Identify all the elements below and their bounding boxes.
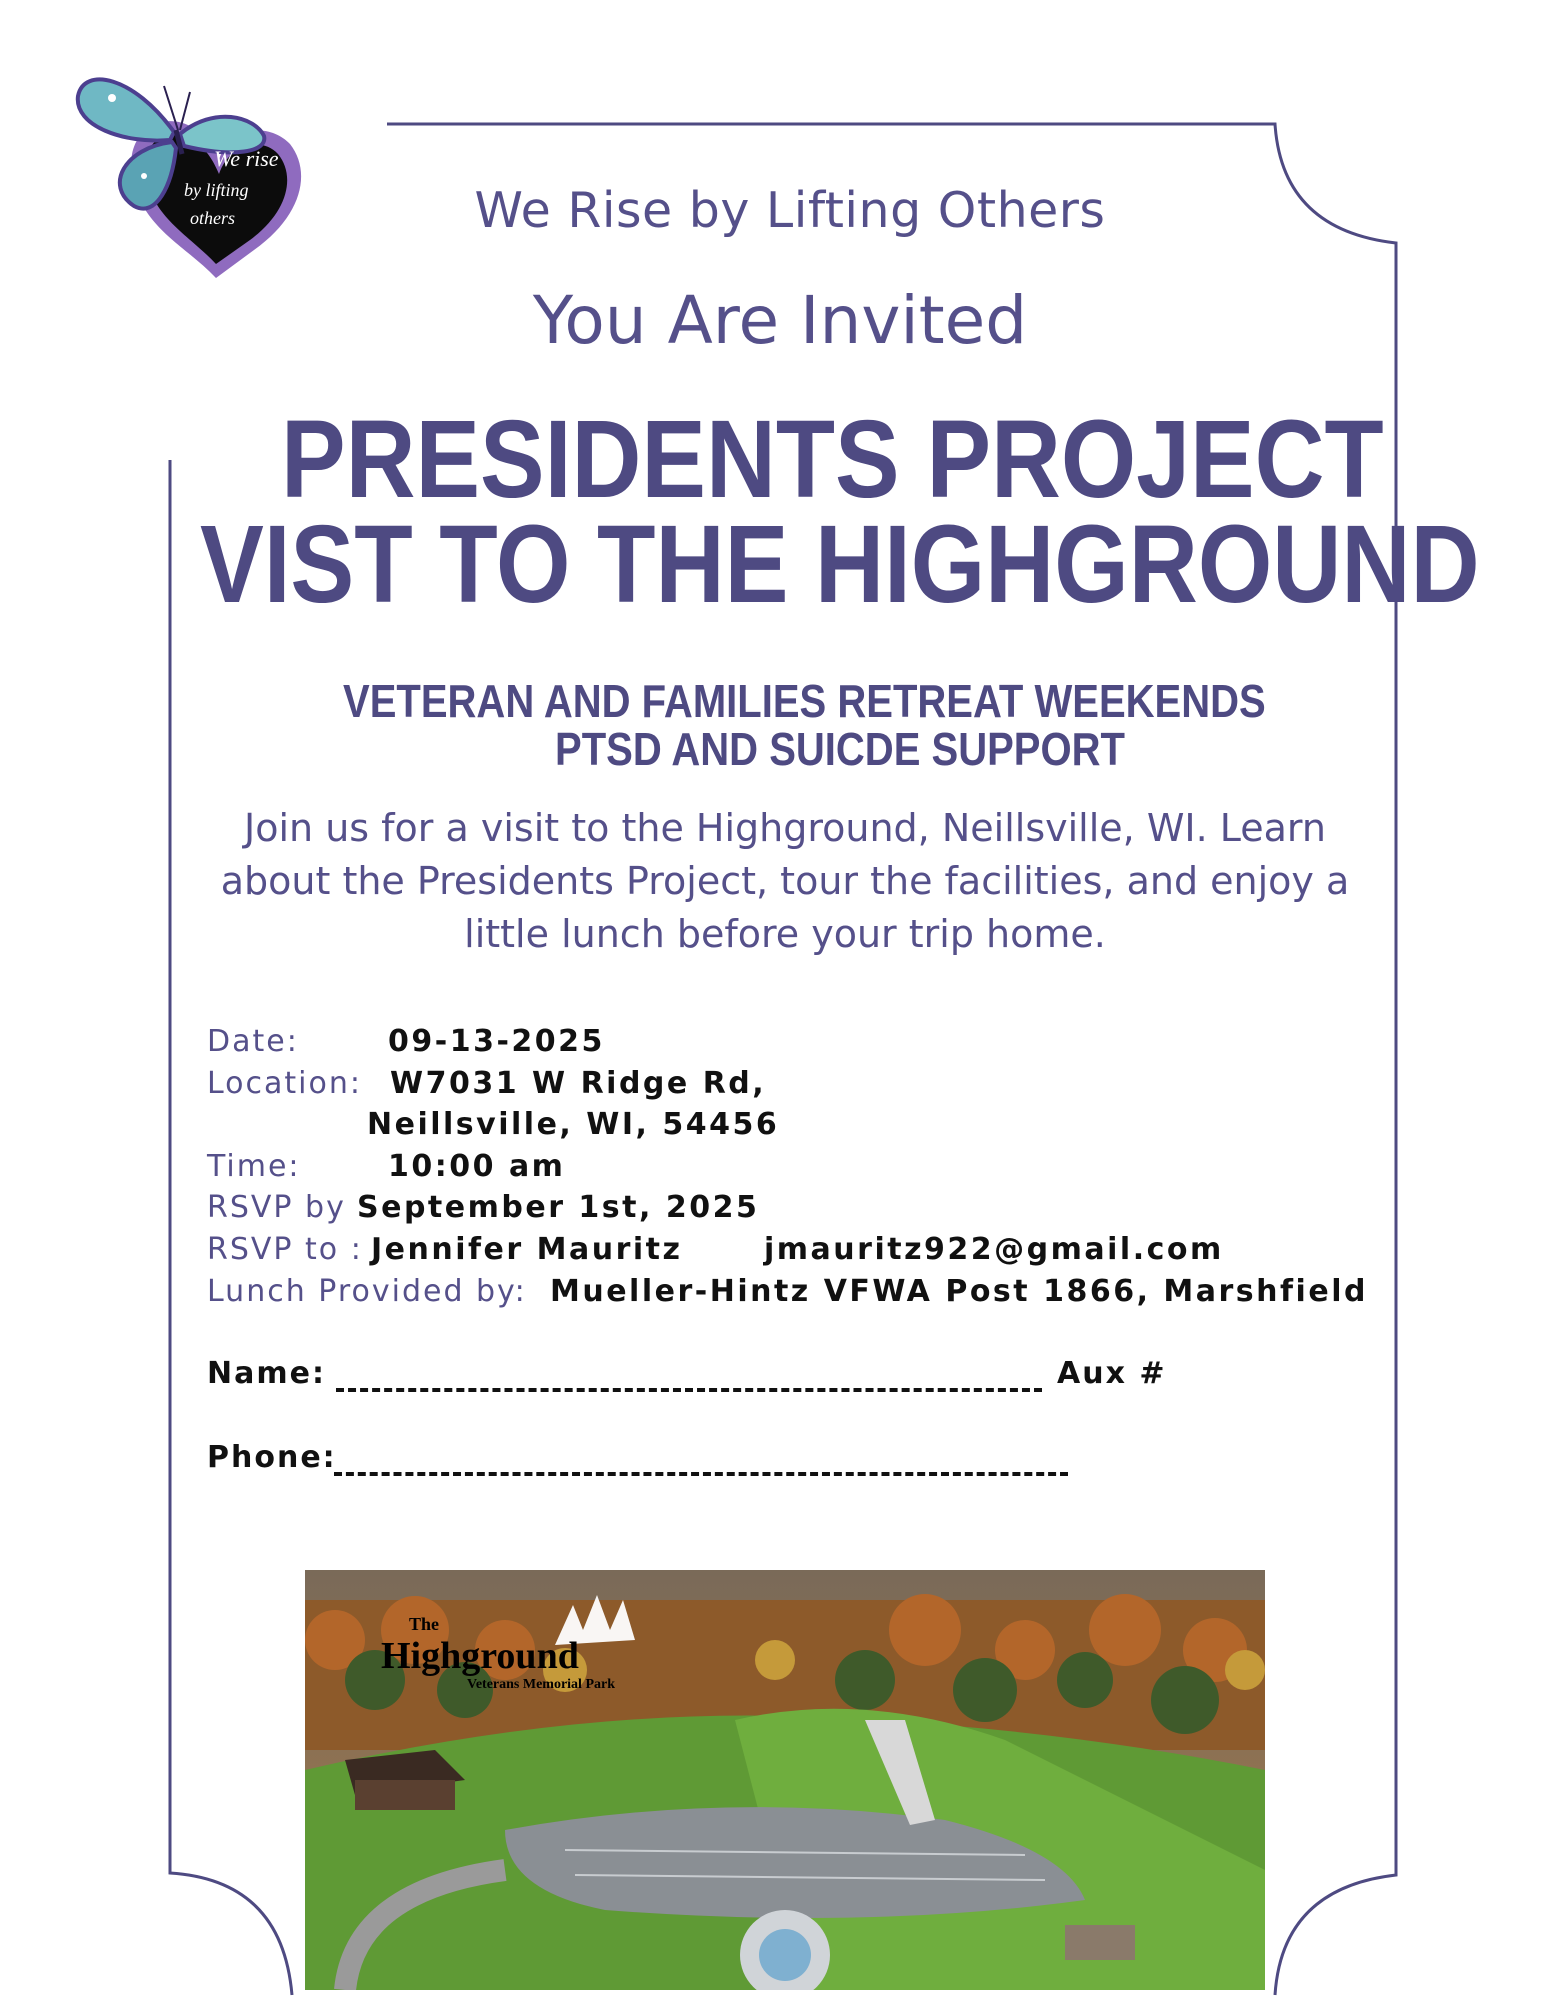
main-title-line-1: PRESIDENTS PROJECT <box>281 398 1384 521</box>
subtitle-line-2: PTSD AND SUICDE SUPPORT <box>555 723 1125 775</box>
date-value: 09-13-2025 <box>388 1024 605 1059</box>
rsvp-to-name: Jennifer Mauritz <box>371 1232 683 1267</box>
description-line-2: about the Presidents Project, tour the facilities, and enjoy a <box>220 859 1350 903</box>
aux-label: Aux # <box>1057 1356 1167 1391</box>
logo-text-3: others <box>190 208 235 228</box>
photo-logo-the: The <box>409 1614 440 1634</box>
description-line-1: Join us for a visit to the Highground, Neillsville, WI. Learn <box>244 806 1326 850</box>
phone-label: Phone: <box>207 1440 337 1475</box>
photo-logo-sub: Veterans Memorial Park <box>467 1677 615 1692</box>
invited-heading: You Are Invited <box>532 282 1028 359</box>
description-line-3: little lunch before your trip home. <box>464 912 1106 956</box>
location-line-2: Neillsville, WI, 54456 <box>367 1107 780 1142</box>
rsvp-to-email: jmauritz922@gmail.com <box>764 1232 1224 1267</box>
main-title-line-2: VIST TO THE HIGHGROUND <box>200 503 1480 626</box>
subtitle-line-1: VETERAN AND FAMILIES RETREAT WEEKENDS <box>343 675 1266 727</box>
lunch-label: Lunch Provided by: <box>207 1274 527 1309</box>
logo-text-2: by lifting <box>184 180 249 200</box>
lunch-value: Mueller-Hintz VFWA Post 1866, Marshfield <box>550 1274 1368 1309</box>
phone-field-line[interactable] <box>334 1472 1068 1476</box>
date-label: Date: <box>207 1024 299 1059</box>
highground-photo <box>305 1570 1265 1990</box>
tagline: We Rise by Lifting Others <box>474 182 1106 239</box>
logo <box>64 36 309 294</box>
rsvp-by-label: RSVP by <box>207 1190 346 1225</box>
photo-logo-name: Highground <box>381 1635 579 1677</box>
time-value: 10:00 am <box>388 1149 566 1184</box>
location-label: Location: <box>207 1066 362 1101</box>
rsvp-to-label: RSVP to : <box>207 1232 363 1267</box>
rsvp-by-value: September 1st, 2025 <box>357 1190 760 1225</box>
name-label: Name: <box>207 1356 326 1391</box>
name-field-line[interactable] <box>336 1388 1042 1392</box>
logo-text-1: We rise <box>214 146 279 171</box>
time-label: Time: <box>207 1149 301 1184</box>
description <box>200 802 1370 961</box>
location-line-1: W7031 W Ridge Rd, <box>390 1066 767 1101</box>
